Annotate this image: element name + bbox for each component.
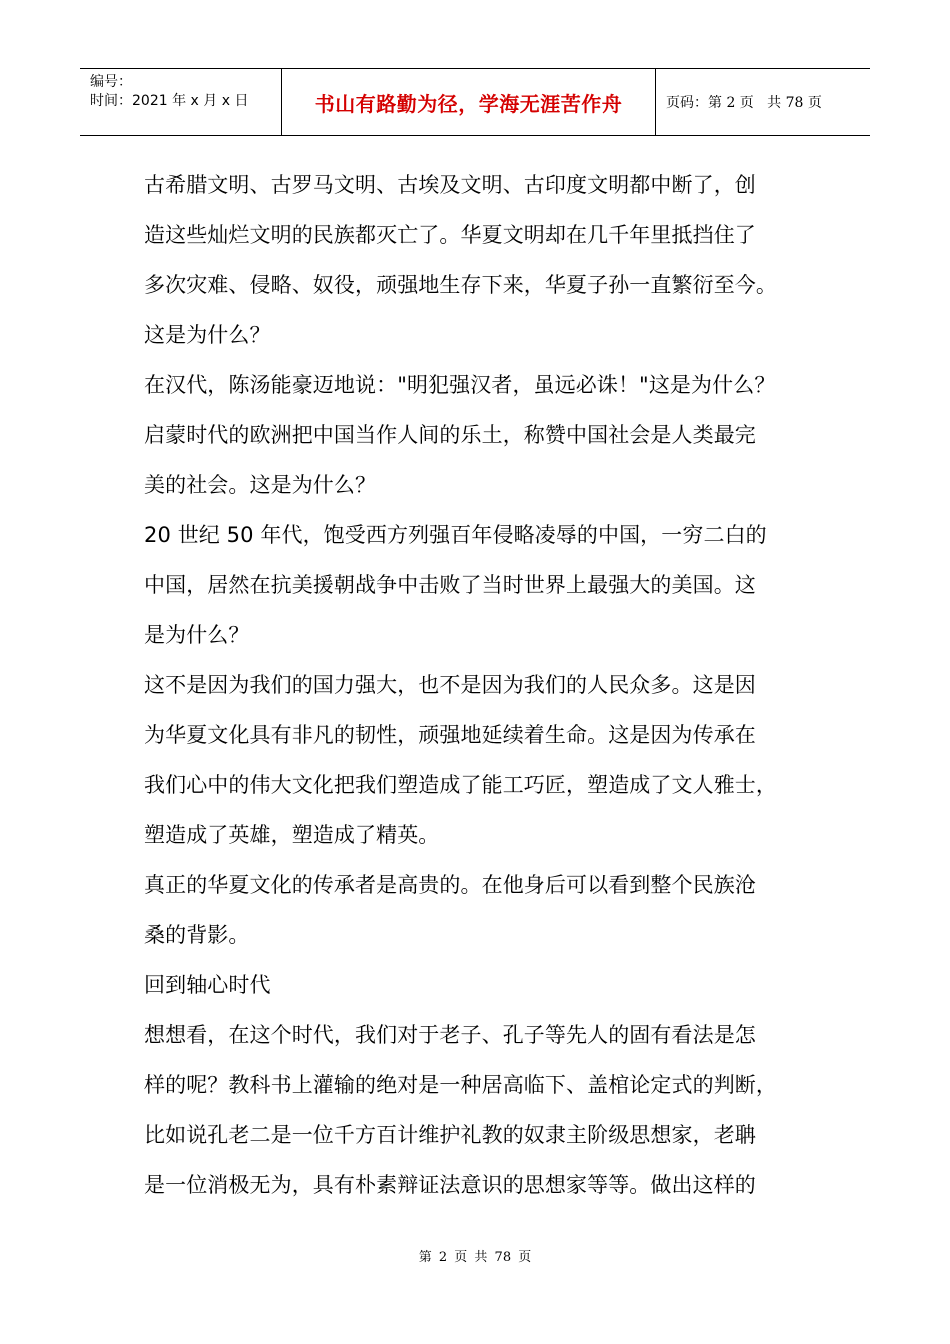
text-line: 启蒙时代的欧洲把中国当作人间的乐土，称赞中国社会是人类最完 xyxy=(144,423,756,447)
section-heading: 回到轴心时代 xyxy=(144,973,271,997)
text-line: 这是为什么？ xyxy=(144,323,271,347)
text-line: 样的呢？教科书上灌输的绝对是一种居高临下、盖棺论定式的判断， xyxy=(144,1073,777,1097)
text-line: 在汉代，陈汤能豪迈地说："明犯强汉者，虽远必诛！"这是为什么？ xyxy=(144,373,776,397)
text-line: 是一位消极无为，具有朴素辩证法意识的思想家等等。做出这样的 xyxy=(144,1173,756,1197)
footer-page-number: 第 2 页 共 78 页 xyxy=(418,1250,532,1265)
text-line: 真正的华夏文化的传承者是高贵的。在他身后可以看到整个民族沧 xyxy=(144,873,756,897)
text-line: 比如说孔老二是一位千方百计维护礼教的奴隶主阶级思想家，老聃 xyxy=(144,1123,756,1147)
document-number-label: 编号： xyxy=(90,74,132,90)
text-line: 这不是因为我们的国力强大，也不是因为我们的人民众多。这是因 xyxy=(144,673,756,697)
text-line: 桑的背影。 xyxy=(144,923,250,947)
text-line: 是为什么？ xyxy=(144,623,250,647)
page-footer xyxy=(0,1246,950,1265)
text-line: 多次灾难、侵略、奴役，顽强地生存下来，华夏子孙一直繁衍至今。 xyxy=(144,273,777,297)
document-date: 时间：2021 年 x 月 x 日 xyxy=(90,93,249,109)
header-meta xyxy=(80,69,282,135)
header-page-info: 页码：第 2 页 共 78 页 xyxy=(666,95,822,111)
text-line: 古希腊文明、古罗马文明、古埃及文明、古印度文明都中断了，创 xyxy=(144,173,756,197)
page-header xyxy=(80,68,870,136)
text-line: 美的社会。这是为什么？ xyxy=(144,473,377,497)
header-motto-cell xyxy=(282,69,656,135)
text-line: 为华夏文化具有非凡的韧性，顽强地延续着生命。这是因为传承在 xyxy=(144,723,756,747)
text-line: 20 世纪 50 年代，饱受西方列强百年侵略凌辱的中国，一穷二白的 xyxy=(144,523,767,547)
text-line: 中国，居然在抗美援朝战争中击败了当时世界上最强大的美国。这 xyxy=(144,573,756,597)
body-text xyxy=(144,162,816,1212)
text-line: 造这些灿烂文明的民族都灭亡了。华夏文明却在几千年里抵挡住了 xyxy=(144,223,756,247)
header-motto: 书山有路勤为径，学海无涯苦作舟 xyxy=(314,91,623,116)
text-line: 想想看，在这个时代，我们对于老子、孔子等先人的固有看法是怎 xyxy=(144,1023,756,1047)
header-page-info-cell xyxy=(656,69,870,135)
text-line: 我们心中的伟大文化把我们塑造成了能工巧匠，塑造成了文人雅士， xyxy=(144,773,777,797)
text-line: 塑造成了英雄，塑造成了精英。 xyxy=(144,823,440,847)
